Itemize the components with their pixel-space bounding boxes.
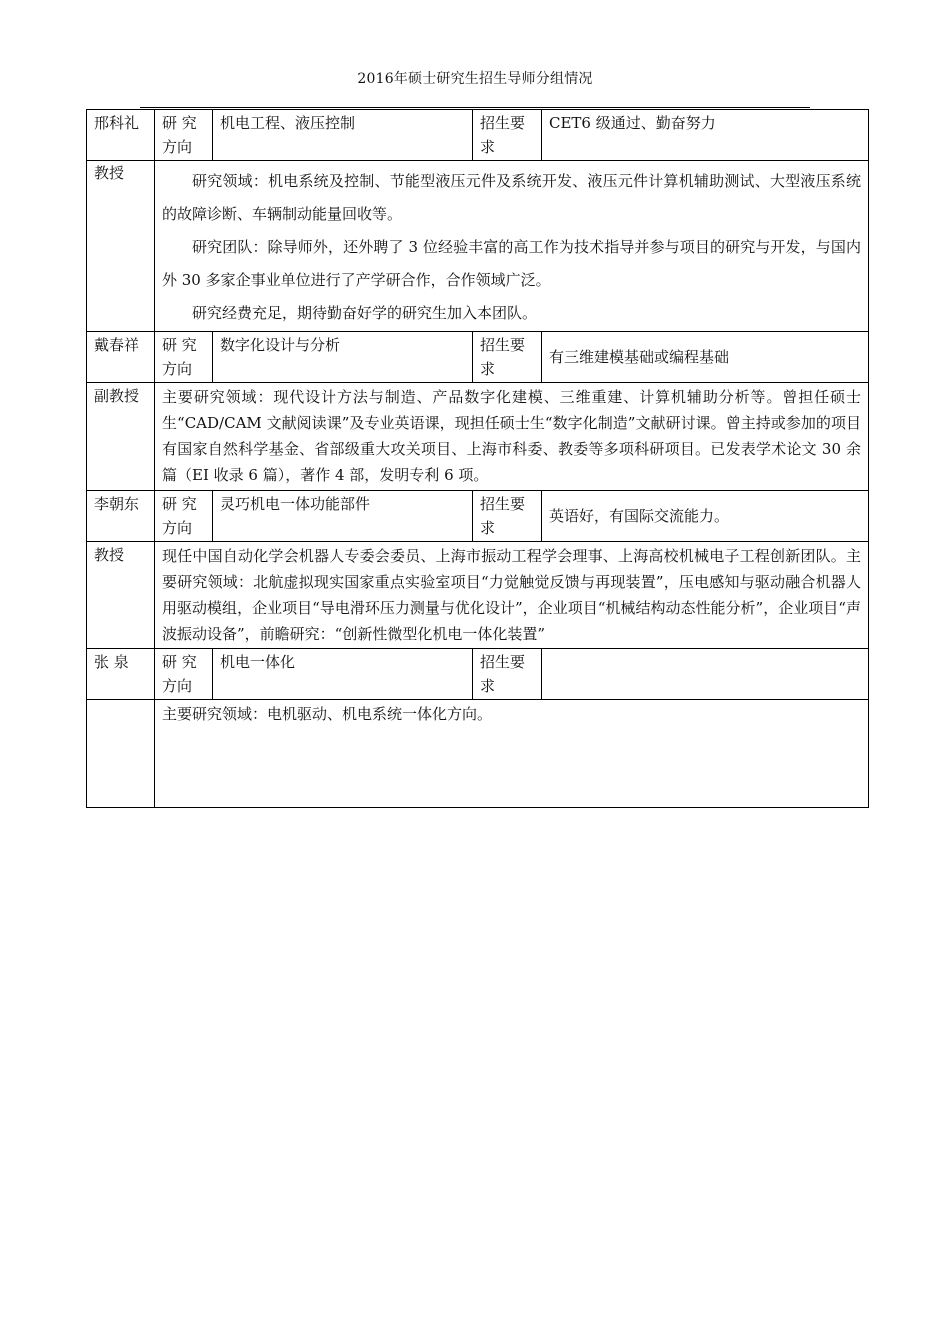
advisor-description [155, 700, 869, 808]
advisor-table [86, 109, 869, 808]
research-direction-value: 数字化设计与分析 [213, 332, 473, 383]
research-direction-label: 研 究 方向 [155, 110, 213, 161]
advisor-title: 教授 [87, 542, 155, 649]
research-direction-label: 研 究 方向 [155, 491, 213, 542]
research-direction-label: 研 究 方向 [155, 649, 213, 700]
advisor-header-row [87, 491, 869, 542]
research-direction-value: 机电工程、液压控制 [213, 110, 473, 161]
advisor-name: 李朝东 [87, 491, 155, 542]
advisor-title: 副教授 [87, 383, 155, 491]
requirements-value: 有三维建模基础或编程基础 [542, 332, 869, 383]
requirements-label: 招生要 求 [473, 649, 542, 700]
description-paragraph: 现任中国自动化学会机器人专委会委员、上海市振动工程学会理事、上海高校机械电子工程创新团队。主要研究领域：北航虚拟现实国家重点实验室项目“力觉触觉反馈与再现装置”，压电感知与驱动融合机器人用驱动模组，企业项目“导电滑环压力测量与优化设计”，企业项目“机械结构动态性能分析”，企业项目“声波振动设备”，前瞻研究：“创新性微型化机电一体化装置” [162, 547, 861, 643]
advisor-description [155, 383, 869, 491]
description-paragraph: 主要研究领域：现代设计方法与制造、产品数字化建模、三维重建、计算机辅助分析等。曾担任硕士生“CAD/CAM 文献阅读课”及专业英语课，现担任硕士生“数字化制造”文献研讨课。曾主持或参加的项目有国家自然科学基金、省部级重大攻关项目、上海市科委、教委等多项科研项目。已发表学术论文 30 余篇（EI 收录 6 篇），著作 4 部，发明专利 6 项。 [162, 388, 861, 484]
research-direction-value: 机电一体化 [213, 649, 473, 700]
description-paragraph: 研究领域：机电系统及控制、节能型液压元件及系统开发、液压元件计算机辅助测试、大型液压系统的故障诊断、车辆制动能量回收等。 [162, 172, 861, 223]
description-paragraph: 研究团队：除导师外，还外聘了 3 位经验丰富的高工作为技术指导并参与项目的研究与开发，与国内外 30 多家企事业单位进行了产学研合作，合作领域广泛。 [162, 238, 861, 289]
advisor-detail-row [87, 161, 869, 332]
research-direction-value: 灵巧机电一体功能部件 [213, 491, 473, 542]
description-paragraph: 主要研究领域：电机驱动、机电系统一体化方向。 [162, 705, 493, 723]
advisor-description [155, 161, 869, 332]
requirements-label: 招生要 求 [473, 110, 542, 161]
advisor-detail-row [87, 542, 869, 649]
advisor-header-row [87, 332, 869, 383]
page-title: 2016年硕士研究生招生导师分组情况 [357, 71, 593, 87]
advisor-header-row [87, 110, 869, 161]
requirements-value: CET6 级通过、勤奋努力 [542, 110, 869, 161]
advisor-title: 教授 [87, 161, 155, 332]
research-direction-label: 研 究 方向 [155, 332, 213, 383]
advisor-title [87, 700, 155, 808]
requirements-value [542, 649, 869, 700]
advisor-detail-row [87, 700, 869, 808]
requirements-value: 英语好，有国际交流能力。 [542, 491, 869, 542]
description-paragraph: 研究经费充足，期待勤奋好学的研究生加入本团队。 [192, 304, 538, 322]
advisor-detail-row [87, 383, 869, 491]
advisor-name: 戴春祥 [87, 332, 155, 383]
requirements-label: 招生要 求 [473, 332, 542, 383]
requirements-label: 招生要 求 [473, 491, 542, 542]
advisor-description [155, 542, 869, 649]
advisor-name: 张 泉 [87, 649, 155, 700]
advisor-header-row [87, 649, 869, 700]
advisor-name: 邢科礼 [87, 110, 155, 161]
title-rule [140, 107, 810, 108]
